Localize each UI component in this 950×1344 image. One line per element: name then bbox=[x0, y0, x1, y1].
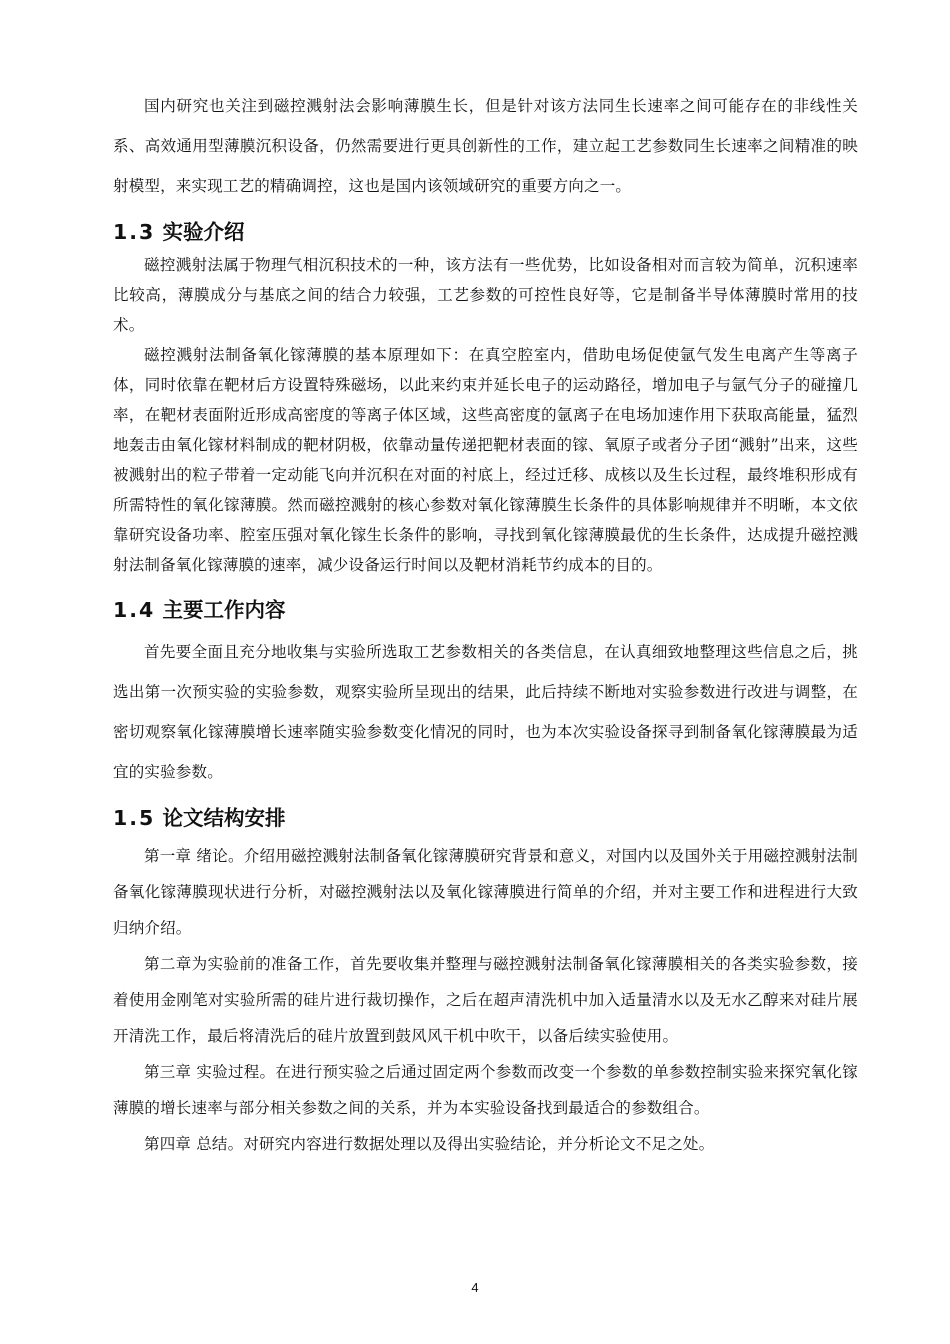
section-number: 1.3 bbox=[113, 220, 156, 244]
section-1-5-paragraph-2: 第二章为实验前的准备工作，首先要收集并整理与磁控溅射法制备氧化镓薄膜相关的各类实验参数，接着使用金刚笔对实验所需的硅片进行裁切操作，之后在超声清洗机中加入适量清水以及无水乙醇来对硅片展开清洗工作，最后将清洗后的硅片放置到鼓风风干机中吹干，以备后续实验使用。 bbox=[113, 955, 858, 1045]
section-heading-1-5 bbox=[113, 804, 858, 832]
section-1-5-paragraph-1: 第一章 绪论。介绍用磁控溅射法制备氧化镓薄膜研究背景和意义，对国内以及国外关于用磁控溅射法制备氧化镓薄膜现状进行分析，对磁控溅射法以及氧化镓薄膜进行简单的介绍，并对主要工作和进程进行大致归纳介绍。 bbox=[113, 847, 858, 937]
page-body bbox=[113, 86, 858, 1162]
section-1-5-paragraph-3: 第三章 实验过程。在进行预实验之后通过固定两个参数而改变一个参数的单参数控制实验来探究氧化镓薄膜的增长速率与部分相关参数之间的关系，并为本实验设备找到最适合的参数组合。 bbox=[113, 1063, 858, 1117]
section-title: 实验介绍 bbox=[162, 220, 245, 244]
section-number: 1.5 bbox=[113, 806, 156, 830]
section-1-4-paragraph-1: 首先要全面且充分地收集与实验所选取工艺参数相关的各类信息，在认真细致地整理这些信息之后，挑选出第一次预实验的实验参数，观察实验所呈现出的结果，此后持续不断地对实验参数进行改进与调整，在密切观察氧化镓薄膜增长速率随实验参数变化情况的同时，也为本次实验设备探寻到制备氧化镓薄膜最为适宜的实验参数。 bbox=[113, 643, 858, 781]
section-1-3-paragraph-2: 磁控溅射法制备氧化镓薄膜的基本原理如下：在真空腔室内，借助电场促使氩气发生电离产生等离子体，同时依靠在靶材后方设置特殊磁场，以此来约束并延长电子的运动路径，增加电子与氩气分子的碰撞几率，在靶材表面附近形成高密度的等离子体区域，这些高密度的氩离子在电场加速作用下获取高能量，猛烈地轰击由氧化镓材料制成的靶材阴极，依靠动量传递把靶材表面的镓、氧原子或者分子团“溅射”出来，这些被溅射出的粒子带着一定动能飞向并沉积在对面的衬底上，经过迁移、成核以及生长过程，最终堆积形成有所需特性的氧化镓薄膜。然而磁控溅射的核心参数对氧化镓薄膜生长条件的具体影响规律并不明晰，本文依靠研究设备功率、腔室压强对氧化镓生长条件的影响，寻找到氧化镓薄膜最优的生长条件，达成提升磁控溅射法制备氧化镓薄膜的速率，减少设备运行时间以及靶材消耗节约成本的目的。 bbox=[113, 346, 858, 574]
page-number: 4 bbox=[471, 1280, 479, 1295]
section-title: 论文结构安排 bbox=[162, 806, 286, 830]
intro-paragraph: 国内研究也关注到磁控溅射法会影响薄膜生长，但是针对该方法同生长速率之间可能存在的非线性关系、高效通用型薄膜沉积设备，仍然需要进行更具创新性的工作，建立起工艺参数同生长速率之间精准的映射模型，来实现工艺的精确调控，这也是国内该领域研究的重要方向之一。 bbox=[113, 97, 858, 195]
section-1-5-paragraph-4: 第四章 总结。对研究内容进行数据处理以及得出实验结论，并分析论文不足之处。 bbox=[144, 1135, 715, 1153]
section-heading-1-3 bbox=[113, 218, 858, 246]
section-title: 主要工作内容 bbox=[162, 598, 286, 622]
section-1-3-paragraph-1: 磁控溅射法属于物理气相沉积技术的一种，该方法有一些优势，比如设备相对而言较为简单，沉积速率比较高，薄膜成分与基底之间的结合力较强，工艺参数的可控性良好等，它是制备半导体薄膜时常用的技术。 bbox=[113, 256, 858, 334]
section-number: 1.4 bbox=[113, 598, 156, 622]
section-heading-1-4 bbox=[113, 596, 858, 624]
